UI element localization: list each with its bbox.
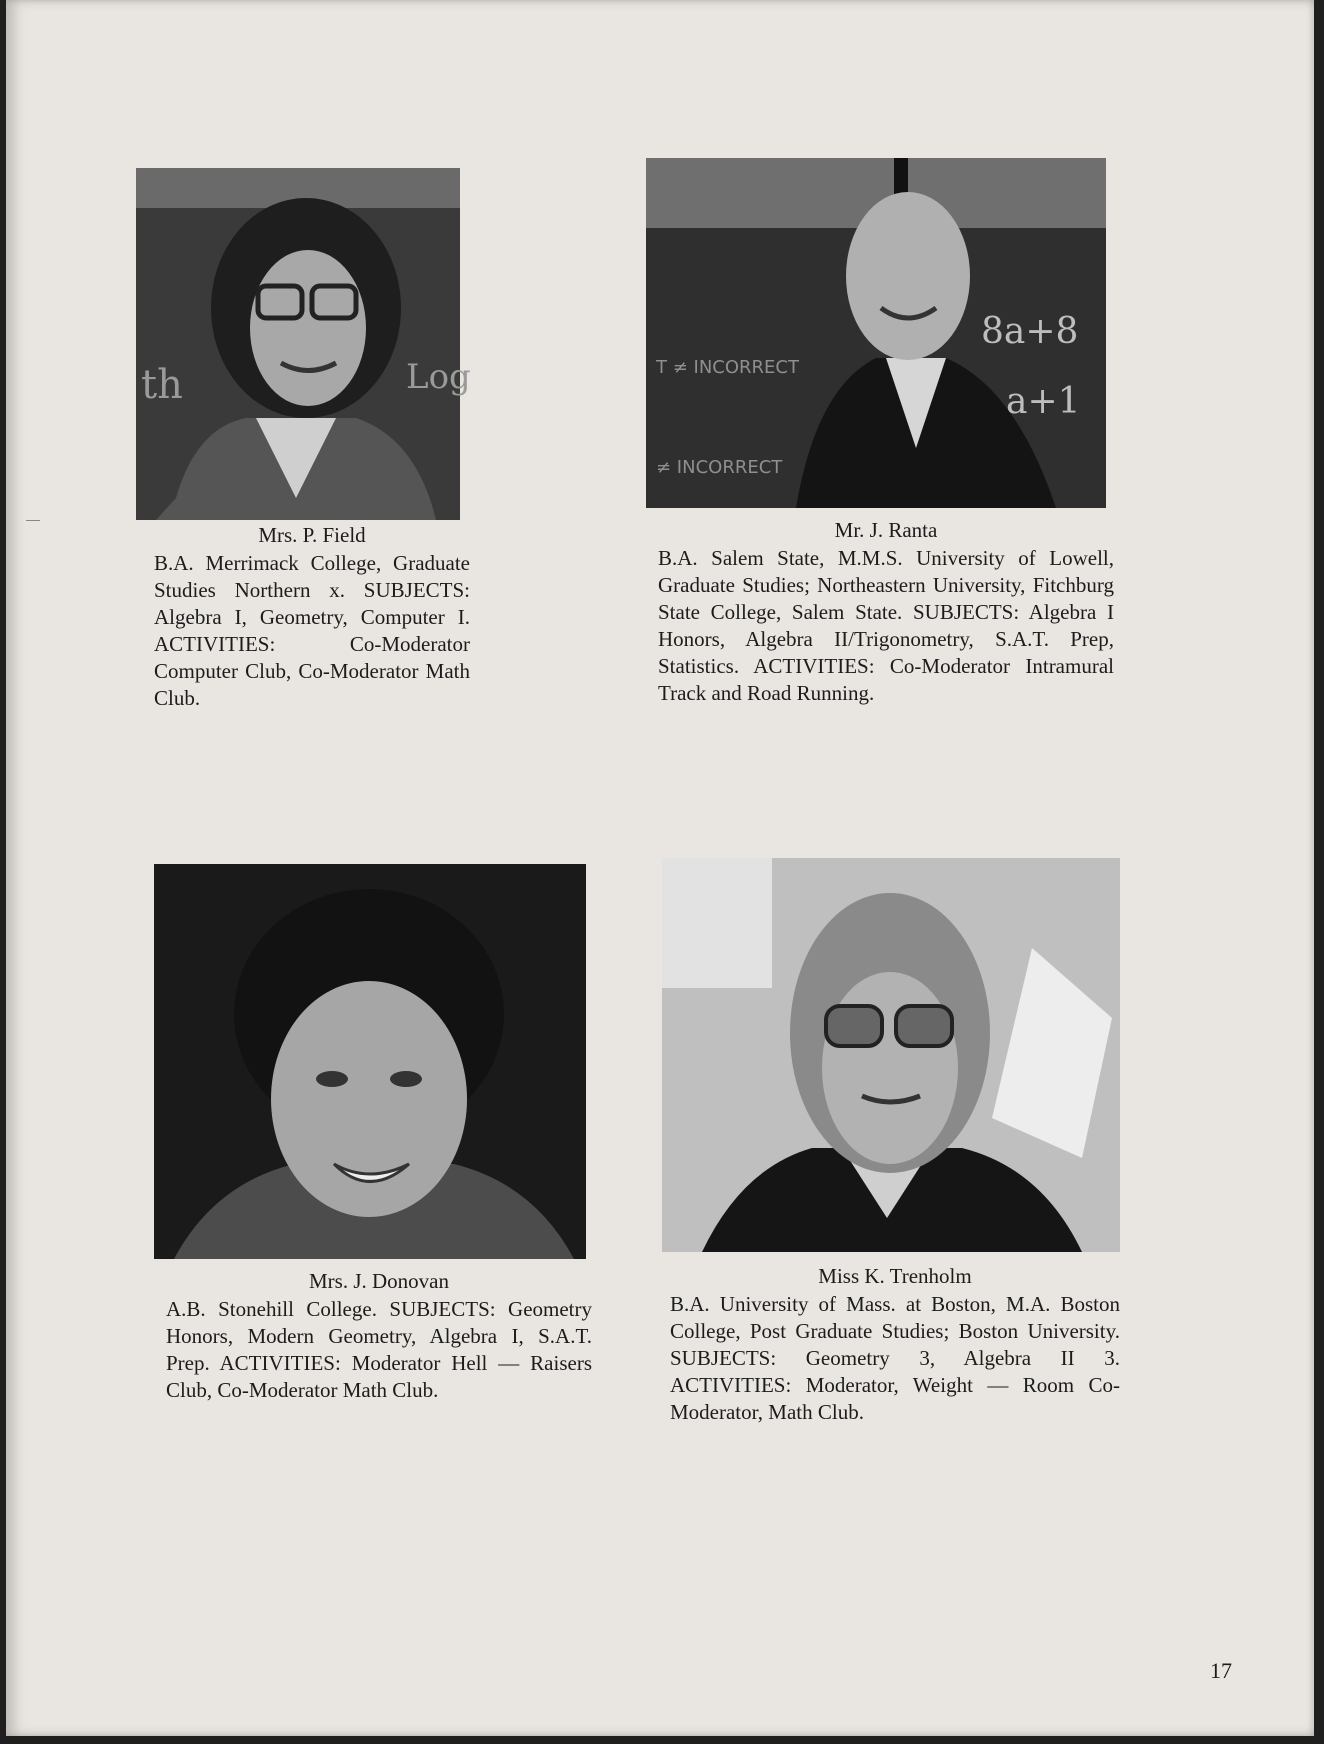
photo-field bbox=[136, 168, 471, 520]
svg-text:Log: Log bbox=[406, 357, 471, 397]
photo-ranta bbox=[646, 158, 1106, 508]
svg-text:a+1: a+1 bbox=[1006, 381, 1081, 422]
svg-text:th: th bbox=[141, 362, 183, 408]
caption-donovan bbox=[166, 1268, 592, 1404]
caption-trenholm bbox=[670, 1263, 1120, 1426]
svg-text:≠ INCORRECT: ≠ INCORRECT bbox=[656, 457, 783, 478]
margin-mark bbox=[26, 520, 40, 521]
yearbook-page bbox=[6, 0, 1314, 1736]
teacher-bio: B.A. Merrimack College, Graduate Studies Northern x. SUBJECTS: Algebra I, Geometry, Computer I. ACTIVITIES: Co-Moderator Computer Club, Co-Moderator Math Club. bbox=[154, 551, 470, 710]
photo-trenholm bbox=[662, 858, 1120, 1252]
teacher-bio: A.B. Stonehill College. SUBJECTS: Geometry Honors, Modern Geometry, Algebra I, S.A.T. Prep. ACTIVITIES: Moderator Hell — Raisers Club, Co-Moderator Math Club. bbox=[166, 1297, 592, 1402]
teacher-name: Mr. J. Ranta bbox=[834, 518, 938, 542]
caption-field bbox=[154, 522, 470, 712]
teacher-name: Mrs. P. Field bbox=[258, 523, 366, 547]
teacher-name: Miss K. Trenholm bbox=[818, 1264, 972, 1288]
svg-text:8a+8: 8a+8 bbox=[981, 311, 1079, 352]
svg-text:T ≠ INCORRECT: T ≠ INCORRECT bbox=[656, 357, 799, 378]
teacher-bio: B.A. Salem State, M.M.S. University of Lowell, Graduate Studies; Northeastern University, Fitchburg State College, Salem State. SUBJECTS: Algebra I Honors, Algebra II/Trigonometry, S.A.T. Prep, Statistics. ACTIVITIES: Co-Moderator Intramural Track and Road Running. bbox=[658, 546, 1114, 705]
caption-ranta bbox=[658, 517, 1114, 707]
photo-donovan bbox=[154, 864, 586, 1259]
teacher-name: Mrs. J. Donovan bbox=[309, 1269, 449, 1293]
teacher-bio: B.A. University of Mass. at Boston, M.A. Boston College, Post Graduate Studies; Boston University. SUBJECTS: Geometry 3, Algebra II 3. ACTIVITIES: Moderator, Weight — Room Co-Moderator, Math Club. bbox=[670, 1292, 1120, 1424]
page-number: 17 bbox=[1210, 1658, 1232, 1683]
